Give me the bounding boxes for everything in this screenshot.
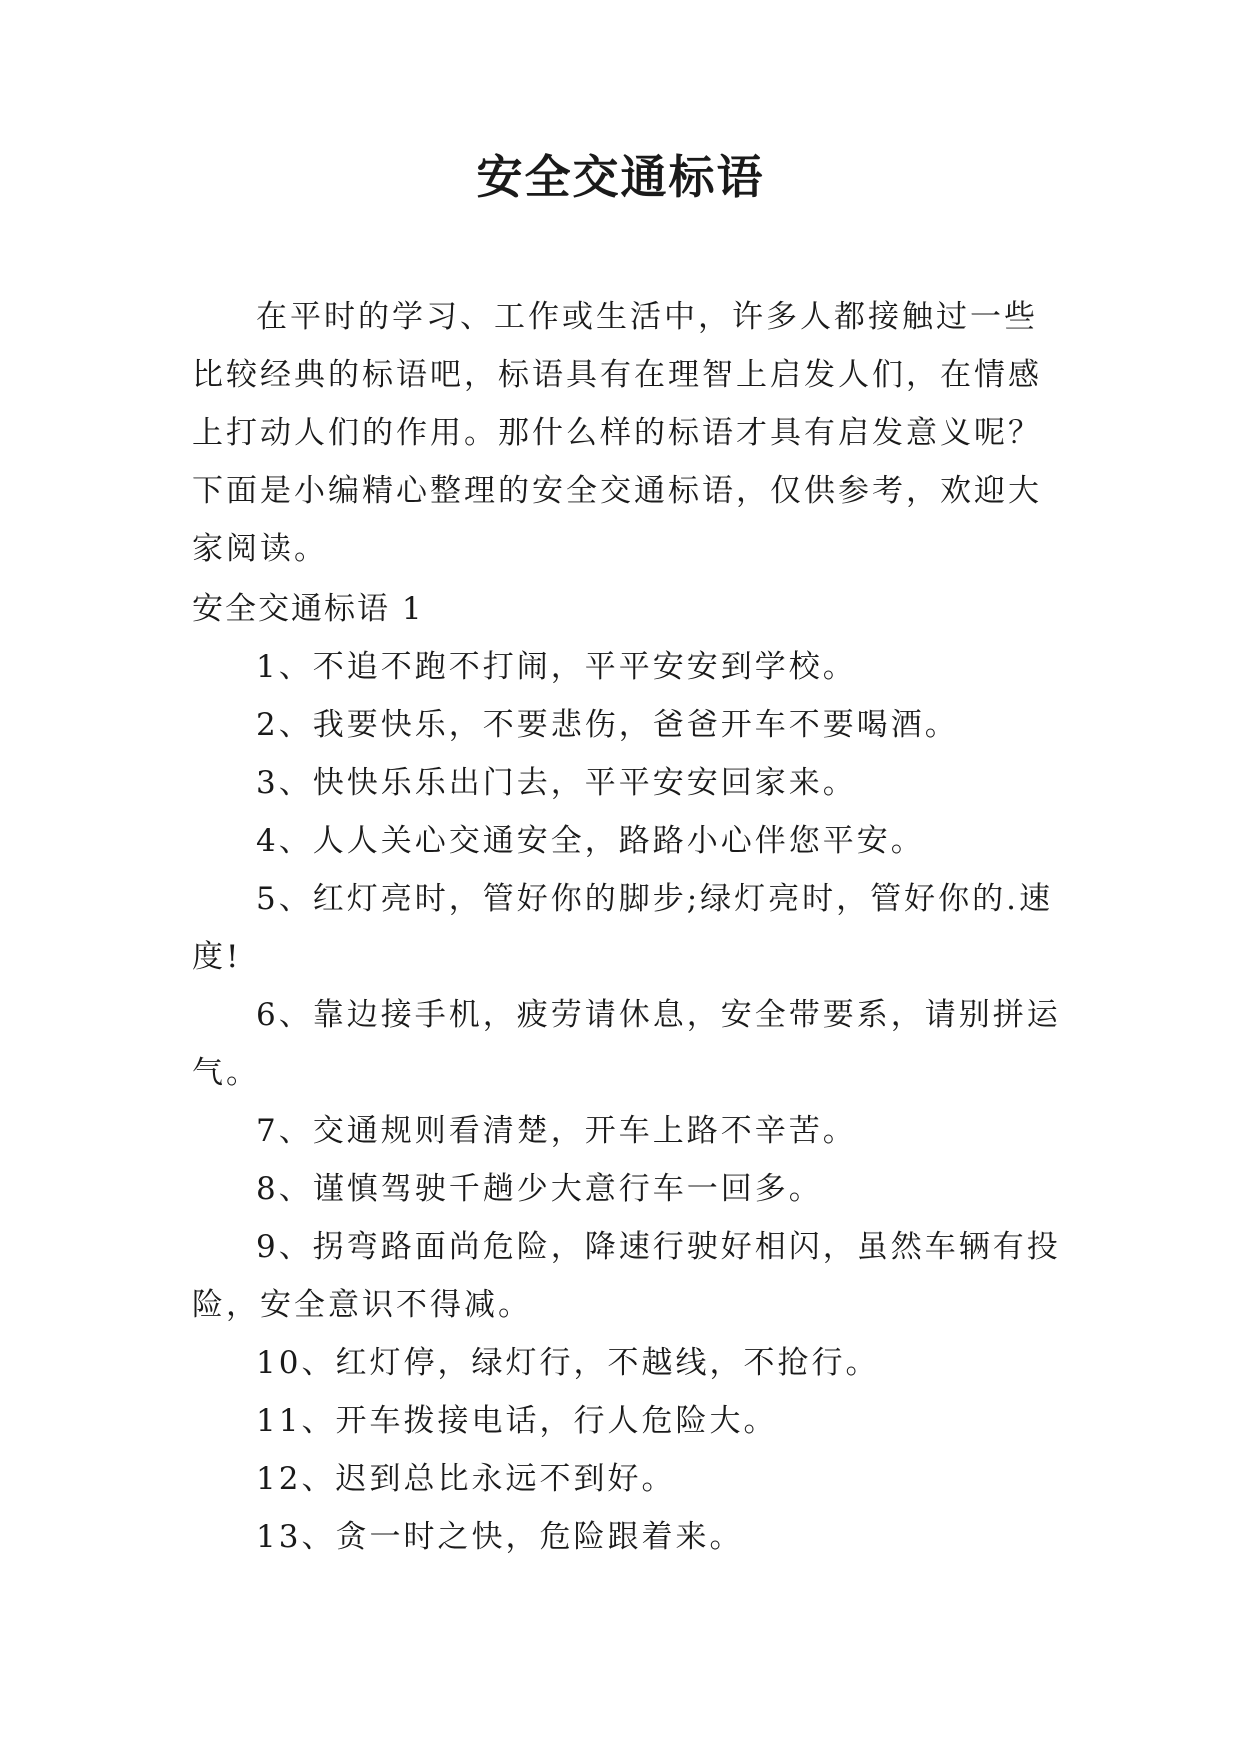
slogan-item: 4、人人关心交通安全，路路小心伴您平安。	[256, 823, 925, 859]
slogan-item: 2、我要快乐，不要悲伤，爸爸开车不要喝酒。	[256, 707, 959, 743]
slogan-item: 3、快快乐乐出门去，平平安安回家来。	[256, 765, 857, 801]
slogan-item: 9、拐弯路面尚危险，降速行驶好相闪，虽然车辆有投险，安全意识不得减。	[192, 1229, 1061, 1323]
slogan-item: 5、红灯亮时，管好你的脚步;绿灯亮时，管好你的.速度!	[192, 881, 1054, 975]
slogan-item: 11、开车拨接电话，行人危险大。	[256, 1403, 778, 1439]
slogan-item: 7、交通规则看清楚，开车上路不辛苦。	[256, 1113, 857, 1149]
section-heading: 安全交通标语 1	[192, 591, 424, 627]
slogan-item: 10、红灯停，绿灯行，不越线，不抢行。	[256, 1345, 880, 1381]
slogan-item: 8、谨慎驾驶千趟少大意行车一回多。	[256, 1171, 823, 1207]
slogan-item: 1、不追不跑不打闹，平平安安到学校。	[256, 649, 857, 685]
slogan-list	[192, 638, 1062, 1566]
slogan-item: 12、迟到总比永远不到好。	[256, 1461, 676, 1497]
intro-paragraph: 在平时的学习、工作或生活中，许多人都接触过一些比较经典的标语吧，标语具有在理智上启发人们，在情感上打动人们的作用。那什么样的标语才具有启发意义呢？下面是小编精心整理的安全交通标语，仅供参考，欢迎大家阅读。	[192, 299, 1042, 567]
document-title: 安全交通标语	[476, 150, 765, 204]
slogan-item: 13、贪一时之快，危险跟着来。	[256, 1519, 744, 1555]
slogan-item: 6、靠边接手机，疲劳请休息，安全带要系，请别拼运气。	[192, 997, 1061, 1091]
